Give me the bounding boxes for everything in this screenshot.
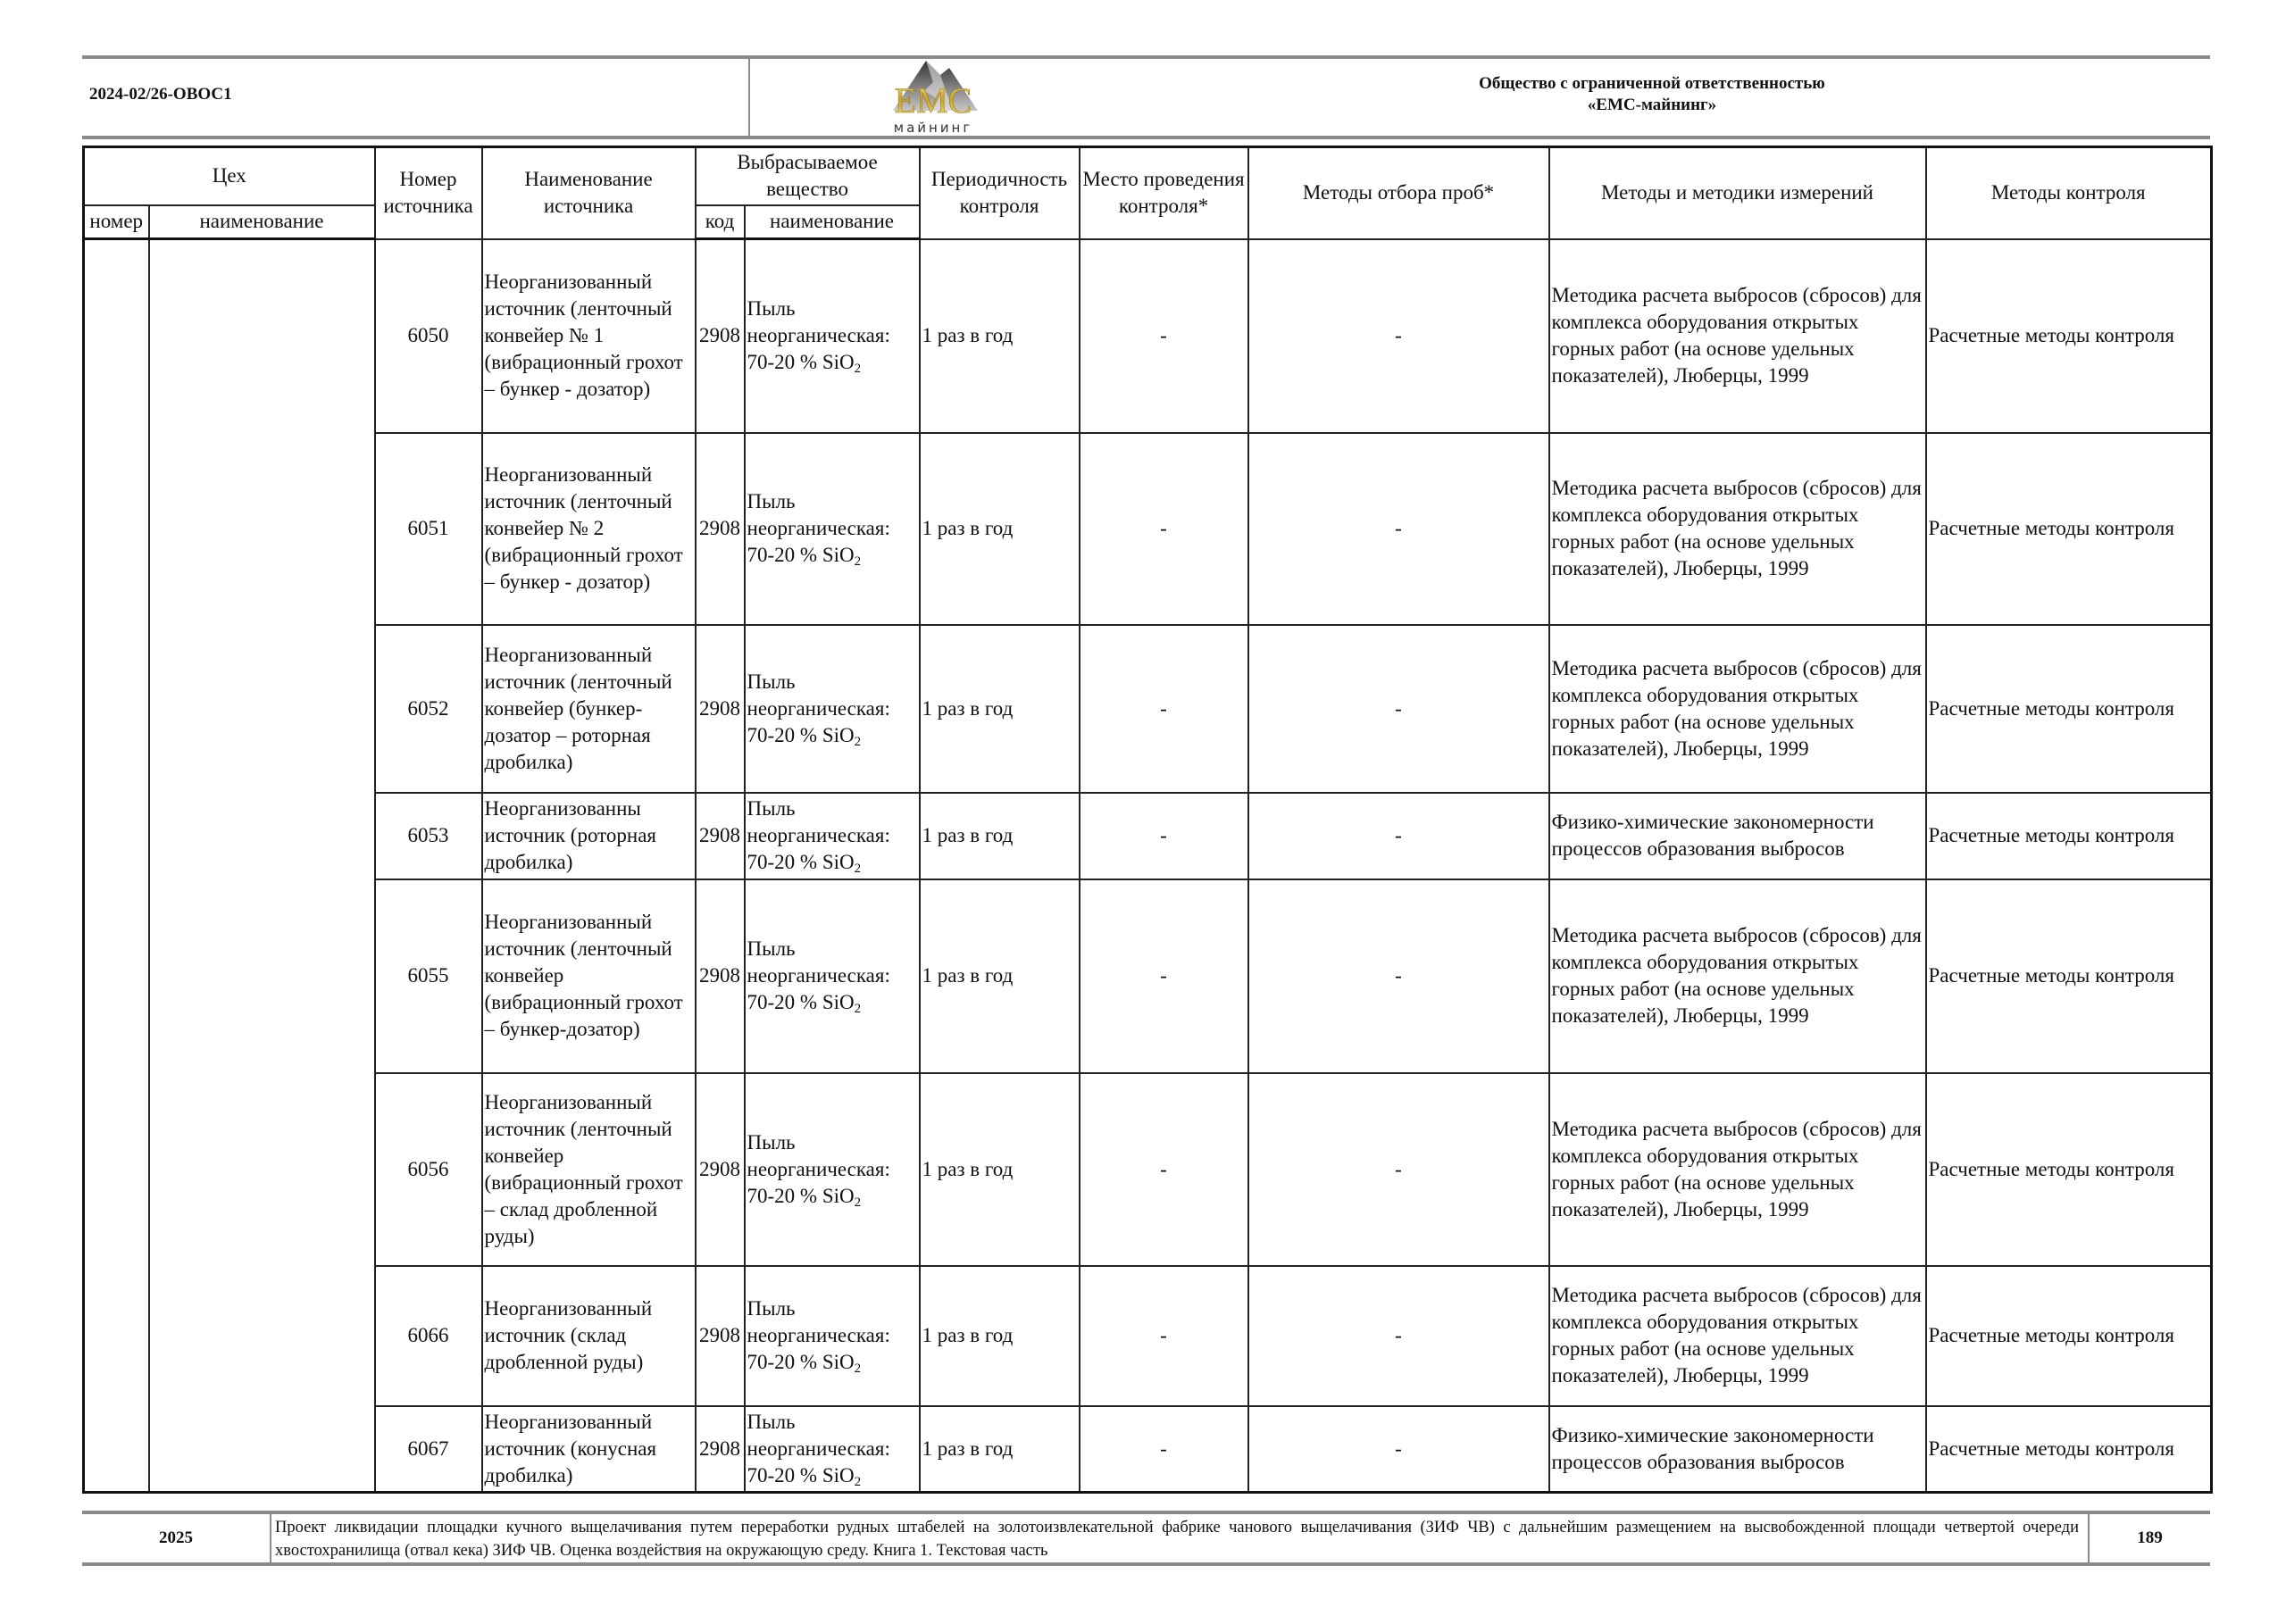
control-method: Расчетные методы контроля [1926, 879, 2212, 1073]
periodicity: 1 раз в год [920, 625, 1080, 793]
measurement-method: Методика расчета выбросов (сбросов) для комплекса оборудования открытых горных работ (на основе удельных показателей), Люберцы, 1999 [1549, 879, 1926, 1073]
logo-subtitle: майнинг [893, 120, 973, 136]
measurement-method: Методика расчета выбросов (сбросов) для комплекса оборудования открытых горных работ (на основе удельных показателей), Люберцы, 1999 [1549, 433, 1926, 625]
sampling-method: - [1248, 433, 1549, 625]
header-measurement-methods: Методы и методики измерений [1549, 147, 1926, 239]
document-code: 2024-02/26-ОВОС1 [89, 85, 232, 104]
control-location: - [1080, 1266, 1248, 1406]
source-name: Неорганизованный источник (склад дробленной руды) [482, 1266, 696, 1406]
substance-subscript: 2 [854, 1362, 862, 1376]
control-location: - [1080, 1073, 1248, 1266]
shop-name-cell [149, 239, 375, 1493]
substance-name [745, 1406, 920, 1493]
substance-name-text: Пыль неорганическая: 70-20 % SiO [747, 490, 890, 566]
periodicity: 1 раз в год [920, 1406, 1080, 1493]
periodicity: 1 раз в год [920, 793, 1080, 879]
substance-code: 2908 [696, 1073, 745, 1266]
footer-top-rule [82, 1511, 2210, 1514]
measurement-method: Методика расчета выбросов (сбросов) для комплекса оборудования открытых горных работ (на основе удельных показателей), Люберцы, 1999 [1549, 1073, 1926, 1266]
source-name: Неорганизованный источник (ленточный конвейер (вибрационный грохот – склад дробленной руды) [482, 1073, 696, 1266]
control-location: - [1080, 625, 1248, 793]
substance-name [745, 433, 920, 625]
measurement-method: Физико-химические закономерности процессов образования выбросов [1549, 793, 1926, 879]
substance-subscript: 2 [854, 1002, 862, 1016]
source-name: Неорганизованный источник (ленточный конвейер № 1 (вибрационный грохот – бункер - дозатор) [482, 239, 696, 433]
substance-subscript: 2 [854, 734, 862, 749]
substance-subscript: 2 [854, 862, 862, 876]
source-number: 6053 [375, 793, 482, 879]
source-number: 6056 [375, 1073, 482, 1266]
table-row [84, 239, 2212, 433]
sampling-method: - [1248, 625, 1549, 793]
header-sampling-methods: Методы отбора проб* [1248, 147, 1549, 239]
substance-name-text: Пыль неорганическая: 70-20 % SiO [747, 297, 890, 374]
control-location: - [1080, 1406, 1248, 1493]
periodicity: 1 раз в год [920, 433, 1080, 625]
sampling-method: - [1248, 793, 1549, 879]
footer-project-title: Проект ликвидации площадки кучного выщелачивания путем переработки рудных штабелей на золотоизвлекательной фабрике чанового выщелачивания (ЗИФ ЧВ) с дальнейшим размещением на высвобожденной площади четвертой очереди хвостохранилища (отвал кека) ЗИФ ЧВ. Оценка воздействия на окружающую среду. Книга 1. Текстовая часть [275, 1519, 2079, 1560]
table-row [84, 1266, 2212, 1406]
source-name: Неорганизованный источник (ленточный конвейер (бункер-дозатор – роторная дробилка) [482, 625, 696, 793]
measurement-method: Методика расчета выбросов (сбросов) для комплекса оборудования открытых горных работ (на основе удельных показателей), Люберцы, 1999 [1549, 1266, 1926, 1406]
header-control-methods: Методы контроля [1926, 147, 2212, 239]
substance-name-text: Пыль неорганическая: 70-20 % SiO [747, 937, 890, 1013]
substance-name-text: Пыль неорганическая: 70-20 % SiO [747, 1410, 890, 1487]
periodicity: 1 раз в год [920, 1266, 1080, 1406]
substance-name-text: Пыль неорганическая: 70-20 % SiO [747, 670, 890, 746]
periodicity: 1 раз в год [920, 879, 1080, 1073]
source-number: 6066 [375, 1266, 482, 1406]
footer-divider-left [270, 1512, 271, 1562]
source-number: 6051 [375, 433, 482, 625]
substance-name-text: Пыль неорганическая: 70-20 % SiO [747, 797, 890, 873]
control-method: Расчетные методы контроля [1926, 1266, 2212, 1406]
page-number: 189 [2137, 1528, 2163, 1547]
header-periodicity: Периодичность контроля [920, 147, 1080, 239]
periodicity: 1 раз в год [920, 1073, 1080, 1266]
organization-line-1: Общество с ограниченной ответственностью [1479, 74, 1825, 93]
substance-subscript: 2 [854, 1195, 862, 1210]
substance-subscript: 2 [854, 362, 862, 377]
table-row [84, 793, 2212, 879]
source-number: 6050 [375, 239, 482, 433]
control-method: Расчетные методы контроля [1926, 793, 2212, 879]
substance-code: 2908 [696, 239, 745, 433]
substance-code: 2908 [696, 625, 745, 793]
source-number: 6055 [375, 879, 482, 1073]
source-name: Неорганизованный источник (ленточный конвейер № 2 (вибрационный грохот – бункер - дозатор) [482, 433, 696, 625]
mountain-logo-icon [871, 55, 996, 137]
source-number: 6067 [375, 1406, 482, 1493]
periodicity: 1 раз в год [920, 239, 1080, 433]
table-row [84, 1406, 2212, 1493]
control-method: Расчетные методы контроля [1926, 1073, 2212, 1266]
control-location: - [1080, 239, 1248, 433]
header-substance-name: наименование [745, 205, 920, 239]
control-method: Расчетные методы контроля [1926, 433, 2212, 625]
sampling-method: - [1248, 1073, 1549, 1266]
substance-name-text: Пыль неорганическая: 70-20 % SiO [747, 1297, 890, 1373]
header-shop-number: номер [84, 205, 149, 239]
measurement-method: Методика расчета выбросов (сбросов) для комплекса оборудования открытых горных работ (на основе удельных показателей), Люберцы, 1999 [1549, 625, 1926, 793]
header-substance: Выбрасываемое вещество [696, 147, 920, 205]
control-method: Расчетные методы контроля [1926, 1406, 2212, 1493]
substance-name [745, 625, 920, 793]
control-method: Расчетные методы контроля [1926, 239, 2212, 433]
header-source-name: Наименование источника [482, 147, 696, 239]
table-row [84, 1073, 2212, 1266]
control-location: - [1080, 879, 1248, 1073]
company-logo [871, 55, 996, 137]
sampling-method: - [1248, 1266, 1549, 1406]
substance-code: 2908 [696, 1266, 745, 1406]
header-shop: Цех [84, 147, 375, 205]
shop-number-cell [84, 239, 149, 1493]
emissions-control-table [82, 146, 2213, 1494]
source-number: 6052 [375, 625, 482, 793]
header-top-rule [82, 55, 2210, 59]
substance-name [745, 793, 920, 879]
substance-name-text: Пыль неорганическая: 70-20 % SiO [747, 1130, 890, 1207]
substance-code: 2908 [696, 433, 745, 625]
substance-subscript: 2 [854, 554, 862, 569]
source-name: Неорганизованный источник (ленточный конвейер (вибрационный грохот – бункер-дозатор) [482, 879, 696, 1073]
substance-name [745, 239, 920, 433]
organization-line-2: «ЕМС-майнинг» [1587, 96, 1717, 114]
logo-wordmark: EMC [894, 80, 972, 121]
control-location: - [1080, 793, 1248, 879]
substance-name [745, 1266, 920, 1406]
control-method: Расчетные методы контроля [1926, 625, 2212, 793]
footer-year: 2025 [159, 1528, 193, 1547]
table-row [84, 433, 2212, 625]
sampling-method: - [1248, 1406, 1549, 1493]
substance-name [745, 879, 920, 1073]
substance-subscript: 2 [854, 1474, 862, 1489]
substance-code: 2908 [696, 879, 745, 1073]
sampling-method: - [1248, 879, 1549, 1073]
footer-bottom-rule [82, 1562, 2210, 1566]
measurement-method: Методика расчета выбросов (сбросов) для комплекса оборудования открытых горных работ (на основе удельных показателей), Люберцы, 1999 [1549, 239, 1926, 433]
header-location: Место проведения контроля* [1080, 147, 1248, 239]
table-row [84, 625, 2212, 793]
header-divider [748, 57, 750, 137]
header-source-number: Номер источника [375, 147, 482, 239]
header-bottom-rule [82, 136, 2210, 139]
sampling-method: - [1248, 239, 1549, 433]
source-name: Неорганизованны источник (роторная дробилка) [482, 793, 696, 879]
header-substance-code: код [696, 205, 745, 239]
header-shop-name: наименование [149, 205, 375, 239]
organization-name [1339, 73, 1965, 116]
source-name: Неорганизованный источник (конусная дробилка) [482, 1406, 696, 1493]
substance-code: 2908 [696, 793, 745, 879]
measurement-method: Физико-химические закономерности процессов образования выбросов [1549, 1406, 1926, 1493]
table-row [84, 879, 2212, 1073]
substance-code: 2908 [696, 1406, 745, 1493]
control-location: - [1080, 433, 1248, 625]
substance-name [745, 1073, 920, 1266]
